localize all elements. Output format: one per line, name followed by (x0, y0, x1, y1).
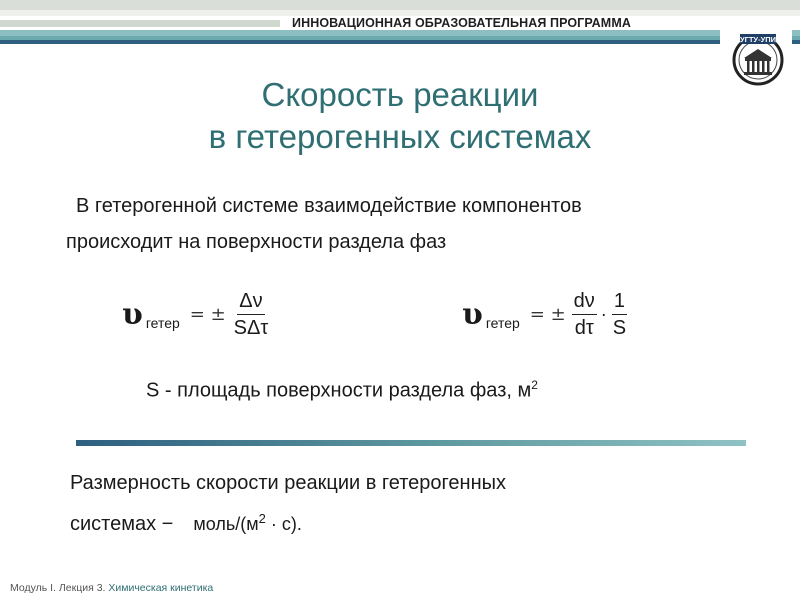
section-divider (76, 440, 746, 446)
logo-column (752, 61, 755, 72)
area-legend (146, 378, 538, 403)
formula-instant-rate (462, 288, 628, 341)
fraction-denominator: S (612, 317, 627, 339)
slide-title-line-1: Скорость реакции (261, 76, 539, 113)
fraction (572, 288, 597, 341)
logo-column (767, 61, 770, 72)
header-stripe-dark (0, 40, 800, 44)
header-stripe-accent (0, 36, 800, 40)
fraction-denominator: SΔτ (233, 317, 269, 339)
intro-line-2: происходит на поверхности раздела фаз (66, 231, 447, 253)
header-stripe-light (0, 0, 800, 10)
header-stripe-left (0, 20, 280, 27)
logo-column (747, 61, 750, 72)
rate-symbol: υ (462, 297, 483, 332)
logo-building-cornice (745, 58, 771, 61)
fraction-numerator: dν (572, 288, 597, 315)
footer-course: Химическая кинетика (108, 582, 214, 594)
dimension-paragraph (70, 465, 760, 542)
rate-subscript: гетер (145, 314, 180, 331)
fraction-denominator: dτ (574, 317, 594, 339)
logo-building-base (744, 72, 772, 75)
logo-banner-text: УГТУ-УПИ (739, 35, 777, 44)
rate-subscript: гетер (485, 314, 520, 331)
fraction (611, 288, 628, 341)
fraction-numerator: 1 (612, 288, 627, 315)
header-stripe-teal (0, 30, 800, 36)
rate-units-b: · с). (265, 514, 302, 534)
fraction-numerator: Δν (237, 288, 264, 315)
area-legend-text: S - площадь поверхности раздела фаз, м (146, 379, 532, 402)
slide-title-line-2: в гетерогенных системах (208, 118, 592, 155)
equals-plus-minus: = ± (529, 304, 566, 325)
equals-plus-minus: = ± (189, 304, 226, 325)
intro-paragraph (66, 188, 766, 260)
area-legend-exponent: 2 (531, 378, 538, 392)
rate-units-a: моль/(м (193, 514, 259, 534)
logo-column (757, 61, 760, 72)
intro-line-1: В гетерогенной системе взаимодействие компонентов (76, 195, 582, 217)
dimension-line-2 (70, 501, 760, 542)
footer-module: Модуль I. Лекция 3. (10, 582, 106, 594)
rate-symbol: υ (122, 297, 143, 332)
footer (10, 582, 213, 594)
program-title: ИННОВАЦИОННАЯ ОБРАЗОВАТЕЛЬНАЯ ПРОГРАММА (292, 16, 631, 30)
fraction (232, 288, 271, 341)
logo-column (762, 61, 765, 72)
dimension-line-1: Размерность скорости реакции в гетерогенных (70, 472, 506, 494)
rate-units-exponent: 2 (258, 511, 266, 526)
dimension-line-2-text: системах − (70, 513, 174, 535)
rate-units (193, 511, 302, 534)
multiply-dot: · (600, 304, 607, 324)
formula-average-rate (122, 288, 270, 341)
